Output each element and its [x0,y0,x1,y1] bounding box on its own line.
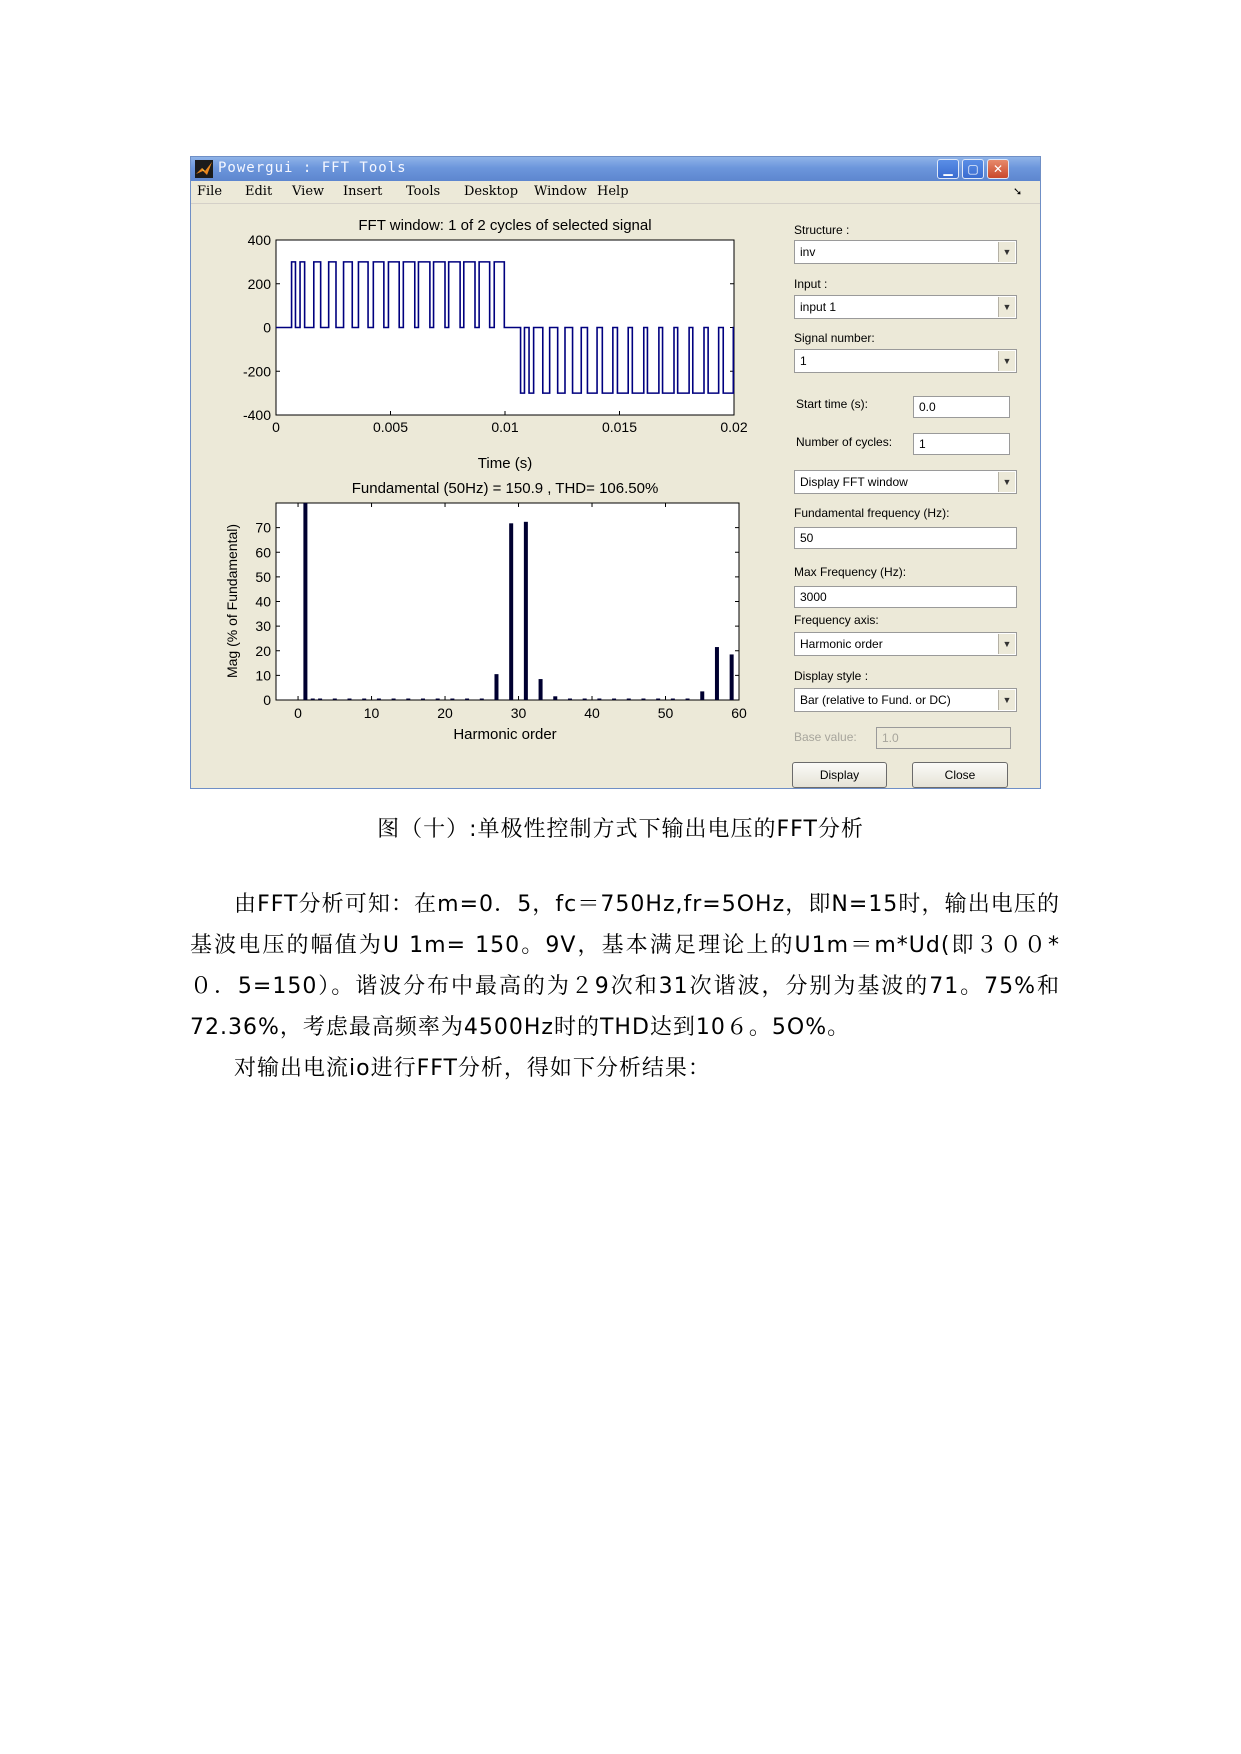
display-mode-value: Display FFT window [800,475,908,489]
harmonic-bar [686,699,690,700]
harmonic-xtick-label: 30 [510,705,527,721]
harmonic-bar [627,699,631,700]
fund-freq-input[interactable]: 50 [794,527,1017,549]
harmonic-ytick-label: 60 [255,544,271,561]
paragraph: 由FFT分析可知：在m=0．5，fc＝750Hz,fr=5OHz，即N=15时，输出电压的基波电压的幅值为U 1m= 150。9V，基本满足理论上的U1m＝m*Ud(即３００*０．5=150）。谐波分布中最高的为２9次和31次谐波，分别为基波的71。75%和72.36%，考虑最高频率为4500Hz时的THD达到10６。5O%。 [190,892,1060,1040]
display-button[interactable]: Display [792,762,887,788]
display-style-dropdown[interactable] [794,688,1017,712]
freq-axis-dropdown[interactable] [794,632,1017,656]
chevron-down-icon[interactable]: ▼ [998,472,1015,492]
start-time-label: Start time (s): [796,397,869,411]
harmonic-ytick-label: 10 [255,667,271,684]
menu-edit[interactable]: Edit [245,184,273,199]
time-plot-title: FFT window: 1 of 2 cycles of selected signal [358,217,652,234]
harmonic-bar [465,699,469,700]
harmonic-bar [656,699,660,700]
paragraph: 对输出电流io进行FFT分析，得如下分析结果： [234,1056,711,1081]
freq-axis-value: Harmonic order [800,637,883,651]
figure-caption: 图（十）:单极性控制方式下输出电压的FFT分析 [377,817,864,842]
harmonic-bar [311,699,315,700]
harmonic-bar [524,522,528,700]
dock-arrow-icon[interactable]: ➘ [1013,185,1023,198]
harmonic-xtick-label: 60 [731,705,747,721]
harmonic-bar [450,699,454,700]
structure-label: Structure : [794,223,850,237]
menu-bar [191,181,1040,204]
harmonic-bar [318,699,322,700]
harmonic-bar [406,699,410,700]
harmonic-xtick-label: 20 [437,705,453,721]
harmonic-plot-ylabel: Mag (% of Fundamental) [224,523,240,679]
input-value: input 1 [800,300,837,314]
harmonic-bar [421,699,425,700]
menu-desktop[interactable]: Desktop [464,184,519,199]
harmonic-xtick-label: 0 [294,705,302,721]
harmonic-bar [436,699,440,700]
harmonic-bar [671,699,675,700]
harmonic-bar [392,699,396,700]
max-freq-label: Max Frequency (Hz): [794,565,907,579]
time-xtick-label: 0 [272,419,280,435]
menu-file[interactable]: File [197,184,223,199]
menu-insert[interactable]: Insert [343,184,383,199]
cycles-label: Number of cycles: [796,435,893,449]
harmonic-bar [597,699,601,700]
harmonic-bar [480,699,484,700]
time-plot [243,217,748,472]
signal-number-dropdown[interactable] [794,349,1017,373]
display-style-value: Bar (relative to Fund. or DC) [800,693,951,707]
menu-view[interactable]: View [292,184,325,199]
harmonic-bar [641,699,645,700]
fft-tools-window [190,156,1041,789]
harmonic-ytick-label: 30 [255,618,271,635]
menu-tools[interactable]: Tools [406,184,441,199]
harmonic-plot-xlabel: Harmonic order [453,726,557,743]
harmonic-bar [583,699,587,700]
harmonic-xtick-label: 50 [657,705,674,721]
body-text [190,884,1060,1089]
fund-freq-label: Fundamental frequency (Hz): [794,506,950,520]
chevron-down-icon[interactable]: ▼ [998,242,1015,262]
harmonic-bar [347,699,351,700]
time-xtick-label: 0.015 [601,419,638,435]
close-button[interactable]: Close [912,762,1008,788]
cycles-input[interactable]: 1 [913,433,1010,455]
chevron-down-icon[interactable]: ▼ [998,351,1015,371]
harmonic-plot [224,480,747,743]
base-value-label: Base value: [794,730,857,744]
minimize-button[interactable]: ▁ [937,159,959,179]
harmonic-bar [539,679,543,700]
harmonic-ytick-label: 40 [255,593,271,610]
harmonic-plot-axes-box [276,503,739,700]
input-label: Input : [794,277,828,291]
harmonic-bar [730,654,734,700]
harmonic-xtick-label: 40 [584,705,600,721]
display-style-label: Display style : [794,669,869,683]
harmonic-bar [612,699,616,700]
close-window-button[interactable]: ✕ [987,159,1009,179]
harmonic-bar [303,503,307,700]
harmonic-bar [553,696,557,700]
harmonic-ytick-label: 0 [263,692,271,708]
display-mode-dropdown[interactable] [794,470,1017,494]
freq-axis-label: Frequency axis: [794,613,879,627]
time-ytick-label: -200 [242,363,271,380]
harmonic-ytick-label: 20 [255,642,271,659]
chevron-down-icon[interactable]: ▼ [998,690,1015,710]
harmonic-bar [509,523,513,700]
harmonic-xtick-label: 10 [363,705,380,721]
harmonic-ytick-label: 70 [255,519,271,536]
time-ytick-label: 200 [247,275,271,292]
time-ytick-label: -400 [242,407,271,423]
time-ytick-label: 400 [247,232,271,248]
structure-value: inv [800,245,816,259]
harmonic-bar [494,674,498,700]
chevron-down-icon[interactable]: ▼ [998,634,1015,654]
harmonic-bar [333,699,337,700]
start-time-input[interactable]: 0.0 [913,396,1010,418]
time-ytick-label: 0 [263,319,271,336]
time-xtick-label: 0.01 [491,419,519,435]
harmonic-plot-title: Fundamental (50Hz) = 150.9 , THD= 106.50% [351,480,659,497]
harmonic-bar [568,699,572,700]
harmonic-bar [362,699,366,700]
max-freq-input[interactable]: 3000 [794,586,1017,608]
window-title: Powergui : FFT Tools [218,160,407,176]
signal-number-value: 1 [800,354,807,368]
title-bar[interactable] [191,157,1040,181]
harmonic-bar [715,647,719,700]
input-dropdown[interactable] [794,295,1017,319]
harmonic-bar [377,699,381,700]
harmonic-ytick-label: 50 [255,568,271,585]
matlab-logo-icon [195,160,213,178]
time-xtick-label: 0.02 [720,419,748,435]
time-plot-xlabel: Time (s) [477,455,533,472]
maximize-button[interactable]: ▢ [962,159,984,179]
menu-window[interactable]: Window [534,184,587,199]
menu-help[interactable]: Help [597,184,629,199]
plots-area [191,203,791,788]
harmonic-bar [700,691,704,700]
chevron-down-icon[interactable]: ▼ [998,297,1015,317]
time-xtick-label: 0.005 [372,419,409,435]
signal-number-label: Signal number: [794,331,875,345]
structure-dropdown[interactable] [794,240,1017,264]
base-value-input: 1.0 [876,727,1011,749]
